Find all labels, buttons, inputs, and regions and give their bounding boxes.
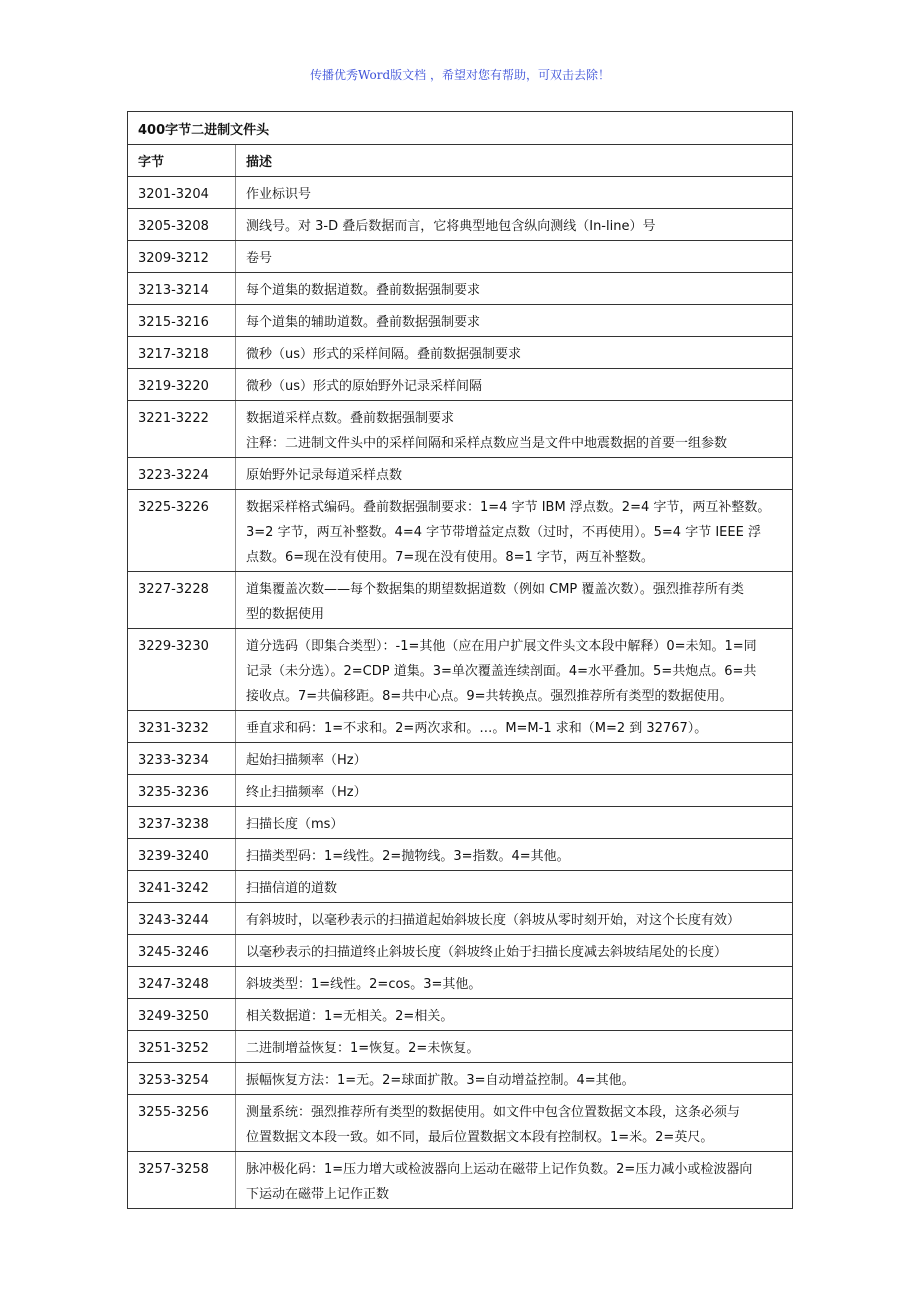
table-row — [128, 572, 793, 629]
description — [236, 871, 793, 903]
description — [236, 999, 793, 1031]
byte-range: 3255-3256 — [128, 1095, 236, 1152]
description — [236, 967, 793, 999]
description-line: 每个道集的辅助道数。叠前数据强制要求 — [246, 315, 481, 330]
table-title-row — [128, 112, 793, 145]
description-line: 接收点。7=共偏移距。8=共中心点。9=共转换点。强烈推荐所有类型的数据使用。 — [246, 689, 733, 704]
byte-range: 3213-3214 — [128, 273, 236, 305]
table-row — [128, 401, 793, 458]
description — [236, 458, 793, 490]
byte-range: 3205-3208 — [128, 209, 236, 241]
table-row — [128, 1063, 793, 1095]
byte-range: 3227-3228 — [128, 572, 236, 629]
description-line: 扫描信道的道数 — [246, 881, 338, 896]
table-title: 400字节二进制文件头 — [128, 112, 793, 145]
description — [236, 401, 793, 458]
description — [236, 241, 793, 273]
description-line: 微秒（us）形式的原始野外记录采样间隔 — [246, 379, 483, 394]
description-line: 斜坡类型：1=线性。2=cos。3=其他。 — [246, 977, 482, 992]
byte-range: 3245-3246 — [128, 935, 236, 967]
description-line: 二进制增益恢复：1=恢复。2=未恢复。 — [246, 1041, 480, 1056]
description-line: 道分选码（即集合类型）：-1=其他（应在用户扩展文件头文本段中解释）0=未知。1=同 — [246, 639, 757, 654]
table-row — [128, 775, 793, 807]
byte-range: 3249-3250 — [128, 999, 236, 1031]
description — [236, 935, 793, 967]
description-line: 测量系统：强烈推荐所有类型的数据使用。如文件中包含位置数据文本段，这条必须与 — [246, 1105, 741, 1120]
description — [236, 209, 793, 241]
table-row — [128, 305, 793, 337]
table-row — [128, 743, 793, 775]
table-row — [128, 839, 793, 871]
description-line: 扫描长度（ms） — [246, 817, 344, 832]
description-line: 相关数据道：1=无相关。2=相关。 — [246, 1009, 454, 1024]
table-row — [128, 1152, 793, 1209]
binary-header-table — [127, 111, 793, 1209]
description — [236, 369, 793, 401]
header-bytes: 字节 — [128, 145, 236, 177]
table-row — [128, 1095, 793, 1152]
description-line: 道集覆盖次数——每个数据集的期望数据道数（例如 CMP 覆盖次数）。强烈推荐所有类 — [246, 582, 744, 597]
byte-range: 3239-3240 — [128, 839, 236, 871]
table-row — [128, 337, 793, 369]
table-row — [128, 871, 793, 903]
description — [236, 903, 793, 935]
table-row — [128, 177, 793, 209]
table-row — [128, 369, 793, 401]
table-row — [128, 711, 793, 743]
table-row — [128, 209, 793, 241]
description — [236, 305, 793, 337]
table-row — [128, 903, 793, 935]
byte-range: 3233-3234 — [128, 743, 236, 775]
byte-range: 3247-3248 — [128, 967, 236, 999]
byte-range: 3221-3222 — [128, 401, 236, 458]
table-row — [128, 458, 793, 490]
description-line: 有斜坡时，以毫秒表示的扫描道起始斜坡长度（斜坡从零时刻开始，对这个长度有效） — [246, 913, 741, 928]
description-line: 测线号。对 3-D 叠后数据而言，它将典型地包含纵向测线（In-line）号 — [246, 219, 656, 234]
byte-range: 3241-3242 — [128, 871, 236, 903]
description-line: 数据道采样点数。叠前数据强制要求 — [246, 411, 455, 426]
table-row — [128, 807, 793, 839]
byte-range: 3219-3220 — [128, 369, 236, 401]
description-line: 扫描类型码：1=线性。2=抛物线。3=指数。4=其他。 — [246, 849, 570, 864]
table-header-row — [128, 145, 793, 177]
description-line: 注释：二进制文件头中的采样间隔和采样点数应当是文件中地震数据的首要一组参数 — [246, 436, 728, 451]
description-line: 原始野外记录每道采样点数 — [246, 468, 403, 483]
description-line: 微秒（us）形式的采样间隔。叠前数据强制要求 — [246, 347, 522, 362]
description — [236, 490, 793, 572]
description-line: 脉冲极化码：1=压力增大或检波器向上运动在磁带上记作负数。2=压力减小或检波器向 — [246, 1162, 753, 1177]
byte-range: 3209-3212 — [128, 241, 236, 273]
table-row — [128, 490, 793, 572]
description-line: 数据采样格式编码。叠前数据强制要求：1=4 字节 IBM 浮点数。2=4 字节，两互补整数。 — [246, 500, 771, 515]
description — [236, 775, 793, 807]
description — [236, 1031, 793, 1063]
description — [236, 839, 793, 871]
description-line: 垂直求和码：1=不求和。2=两次求和。…。M=M-1 求和（M=2 到 32767）。 — [246, 721, 708, 736]
description — [236, 711, 793, 743]
description — [236, 273, 793, 305]
description-line: 振幅恢复方法：1=无。2=球面扩散。3=自动增益控制。4=其他。 — [246, 1073, 635, 1088]
byte-range: 3229-3230 — [128, 629, 236, 711]
table-row — [128, 967, 793, 999]
description-line: 终止扫描频率（Hz） — [246, 785, 367, 800]
byte-range: 3217-3218 — [128, 337, 236, 369]
header-description: 描述 — [236, 145, 793, 177]
byte-range: 3257-3258 — [128, 1152, 236, 1209]
description-line: 卷号 — [246, 251, 273, 266]
table-row — [128, 935, 793, 967]
description-line: 以毫秒表示的扫描道终止斜坡长度（斜坡终止始于扫描长度减去斜坡结尾处的长度） — [246, 945, 728, 960]
description — [236, 1152, 793, 1209]
byte-range: 3231-3232 — [128, 711, 236, 743]
byte-range: 3201-3204 — [128, 177, 236, 209]
description-line: 3=2 字节，两互补整数。4=4 字节带增益定点数（过时，不再使用）。5=4 字节 IEEE 浮 — [246, 525, 761, 540]
byte-range: 3243-3244 — [128, 903, 236, 935]
byte-range: 3215-3216 — [128, 305, 236, 337]
description — [236, 572, 793, 629]
description-line: 作业标识号 — [246, 187, 312, 202]
byte-range: 3251-3252 — [128, 1031, 236, 1063]
description — [236, 807, 793, 839]
description-line: 型的数据使用 — [246, 607, 325, 622]
description-line: 位置数据文本段一致。如不同，最后位置数据文本段有控制权。1=米。2=英尺。 — [246, 1130, 714, 1145]
byte-range: 3253-3254 — [128, 1063, 236, 1095]
byte-range: 3235-3236 — [128, 775, 236, 807]
description-line: 下运动在磁带上记作正数 — [246, 1187, 390, 1202]
description — [236, 629, 793, 711]
description-line: 起始扫描频率（Hz） — [246, 753, 367, 768]
table-row — [128, 1031, 793, 1063]
description — [236, 337, 793, 369]
table-row — [128, 241, 793, 273]
byte-range: 3225-3226 — [128, 490, 236, 572]
description — [236, 1095, 793, 1152]
watermark-banner: 传播优秀Word版文档 ，希望对您有帮助，可双击去除！ — [310, 68, 610, 82]
byte-range: 3223-3224 — [128, 458, 236, 490]
description — [236, 177, 793, 209]
table-row — [128, 999, 793, 1031]
description-line: 点数。6=现在没有使用。7=现在没有使用。8=1 字节，两互补整数。 — [246, 550, 654, 565]
table-row — [128, 629, 793, 711]
description-line: 每个道集的数据道数。叠前数据强制要求 — [246, 283, 481, 298]
description — [236, 1063, 793, 1095]
description — [236, 743, 793, 775]
byte-range: 3237-3238 — [128, 807, 236, 839]
description-line: 记录（未分选）。2=CDP 道集。3=单次覆盖连续剖面。4=水平叠加。5=共炮点。6=共 — [246, 664, 757, 679]
table-row — [128, 273, 793, 305]
